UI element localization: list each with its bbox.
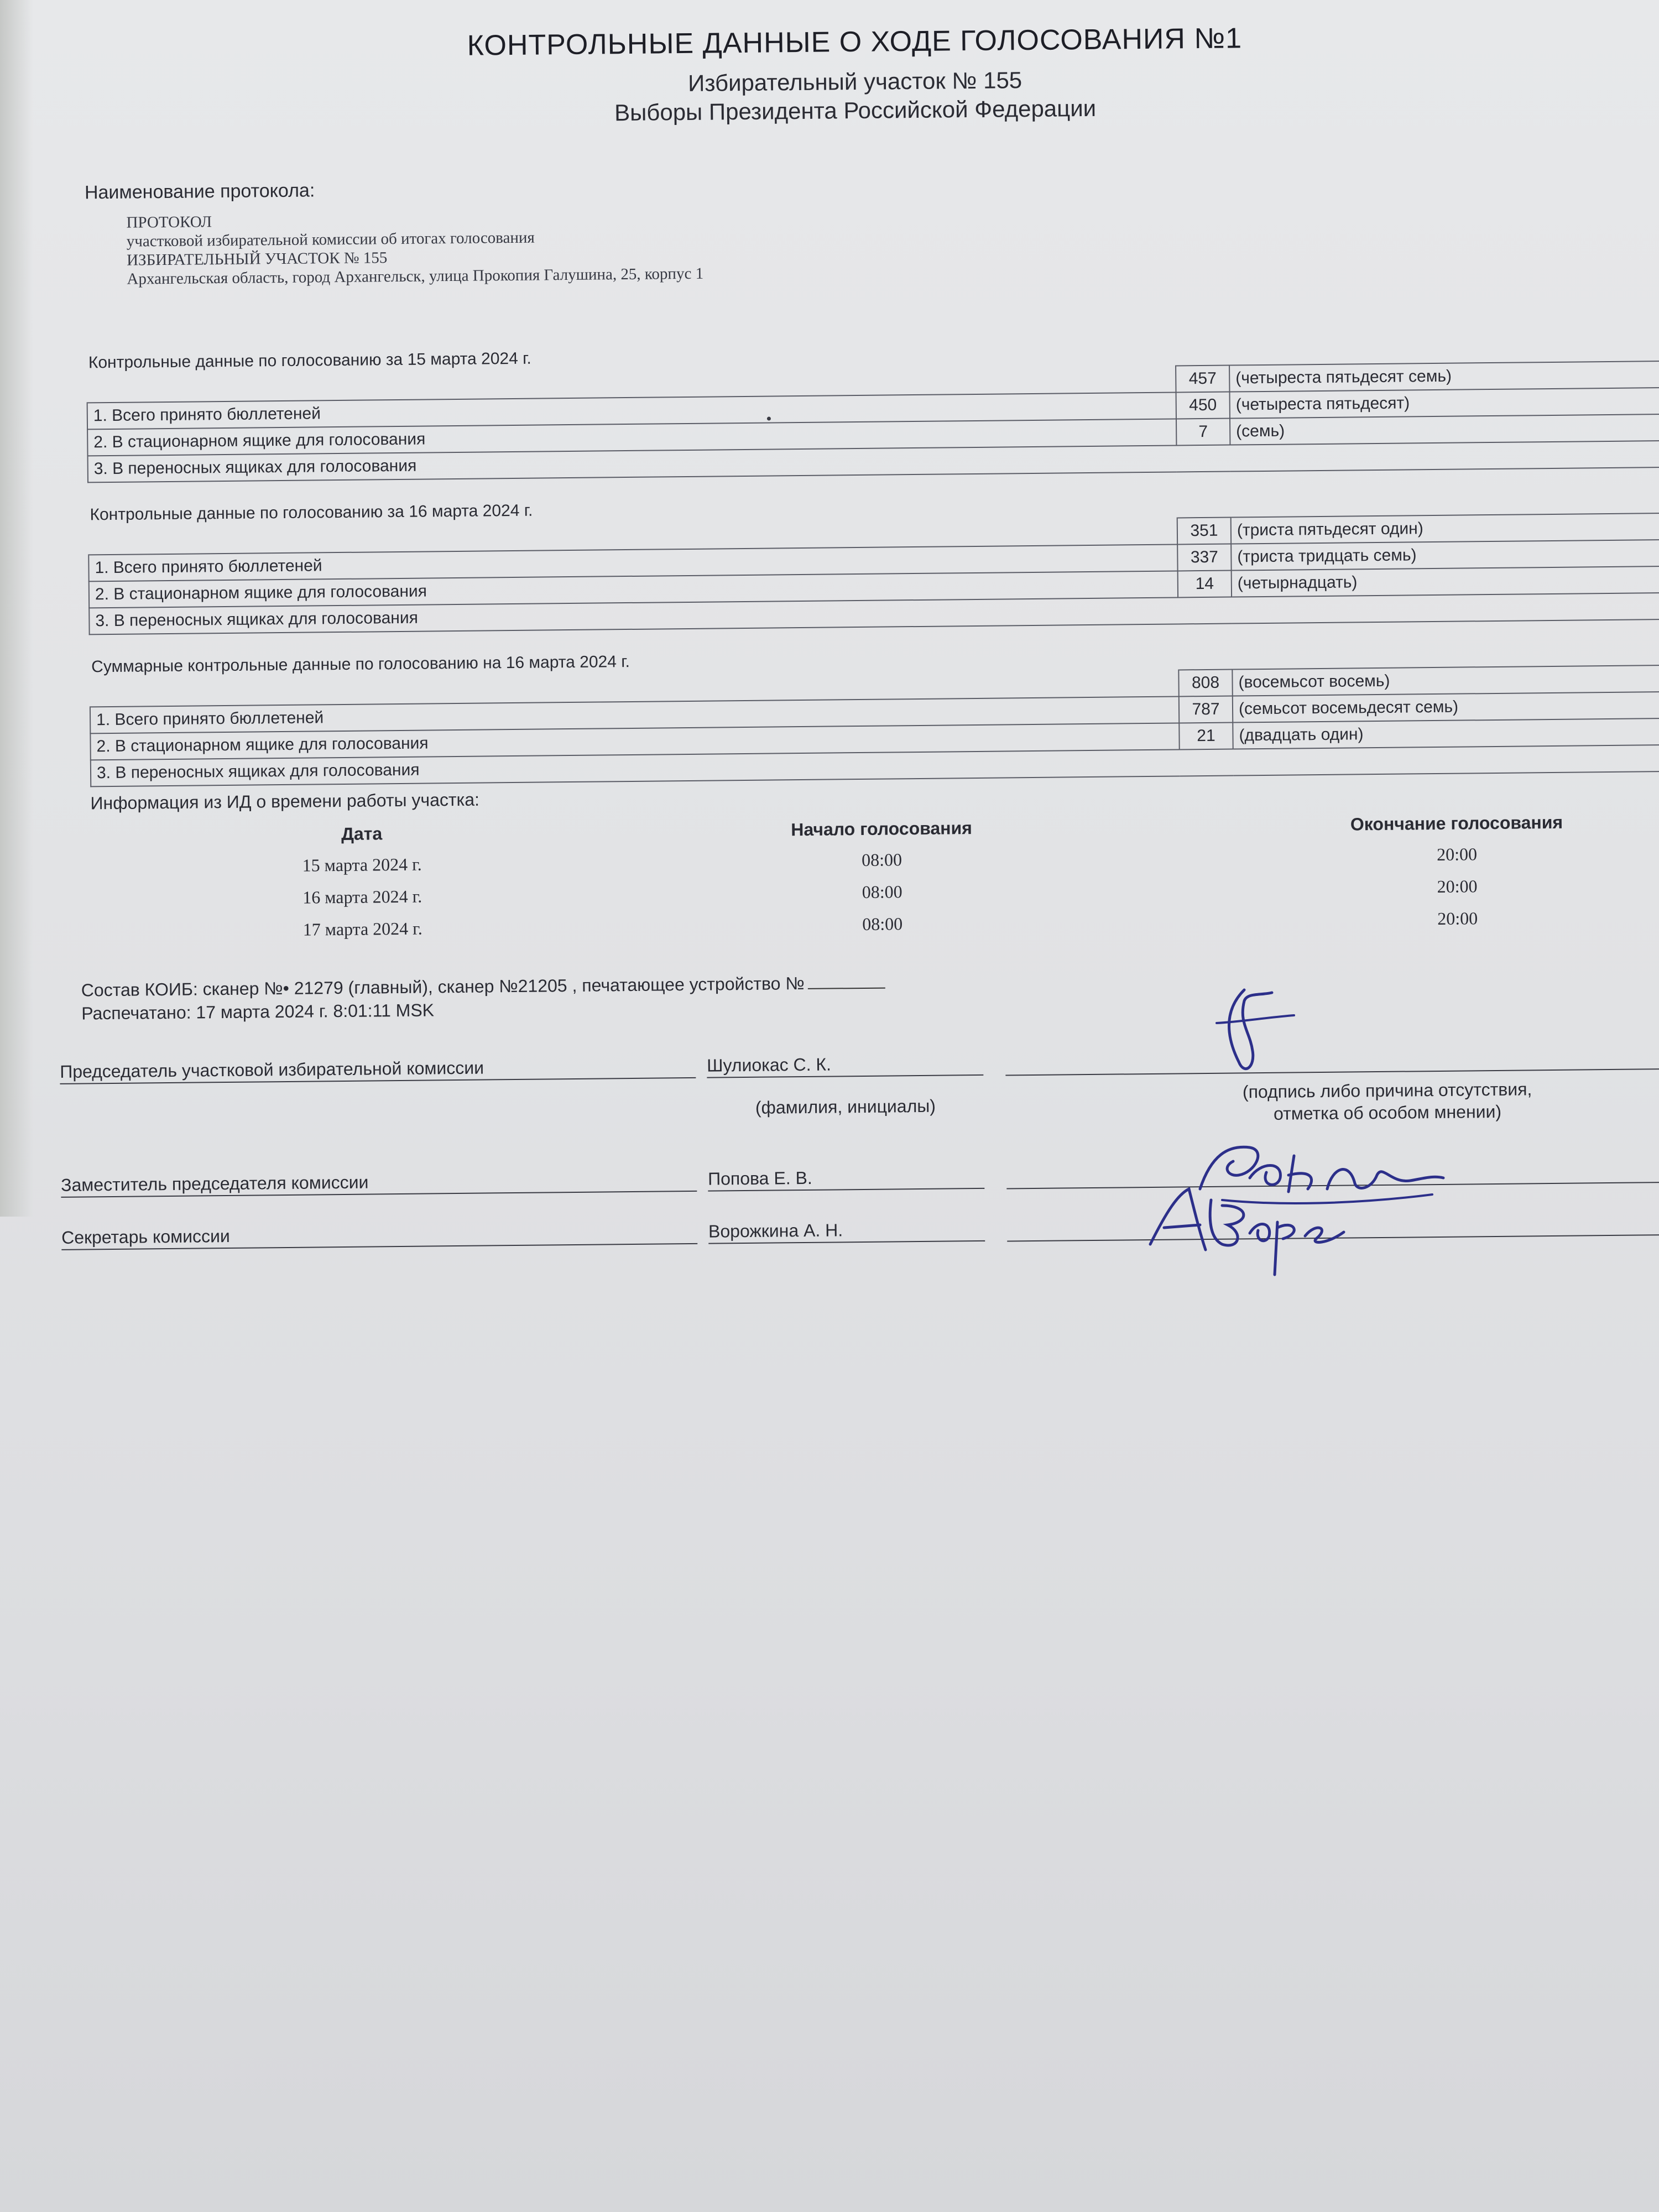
date-value: 16 марта 2024 г. [302,886,422,907]
row-number: 337 [1177,544,1231,571]
start-value: 08:00 [861,849,902,870]
control-data-section-1 [86,338,1659,483]
working-hours-caption: Информация из ИД о времени работы участка: [90,789,480,813]
document-title: КОНТРОЛЬНЫЕ ДАННЫЕ О ХОДЕ ГОЛОСОВАНИЯ №1 [467,22,1243,62]
protocol-lines [126,208,703,289]
section-caption: Контрольные данные по голосованию за 16 марта 2024 г. [90,501,533,524]
ink-speck [767,417,771,421]
district-subtitle: Избирательный участок № 155 [687,67,1022,96]
control-data-table [88,513,1659,635]
protocol-line: Архангельская область, город Архангельск, улица Прокопия Галушина, 25, корпус 1 [127,264,704,288]
document-header [50,18,1659,132]
row-number: 450 [1176,392,1230,419]
row-label: 3. В переносных ящиках для голосования [89,593,1659,634]
signature-hint-line: (подпись либо причина отсутствия, [1242,1079,1532,1102]
row-number: 787 [1179,696,1233,723]
row-words: (семь) [1230,414,1659,445]
secretary-role: Секретарь комиссии [61,1222,697,1250]
protocol-line: ИЗБИРАТЕЛЬНЫЙ УЧАСТОК № 155 [126,249,388,269]
start-value: 08:00 [862,881,902,902]
row-number: 351 [1177,518,1231,545]
blank-line [808,988,885,989]
start-header: Начало голосования [791,818,973,840]
protocol-line: ПРОТОКОЛ [126,213,212,232]
row-number: 14 [1178,571,1232,598]
end-value: 20:00 [1437,908,1478,928]
section-caption: Контрольные данные по голосованию за 15 марта 2024 г. [88,349,531,372]
printed-timestamp: Распечатано: 17 марта 2024 г. 8:01:11 MSK [81,1000,435,1024]
control-data-table [86,361,1659,483]
start-value: 08:00 [862,914,903,934]
start-column [765,818,999,941]
row-words: (двадцать один) [1233,718,1659,749]
row-words: (четыреста пятьдесят) [1230,388,1659,419]
deputy-role: Заместитель председателя комиссии [61,1169,697,1198]
date-value: 15 марта 2024 г. [302,854,422,875]
date-value: 17 марта 2024 г. [302,918,422,940]
signature-hint-line: отметка об особом мнении) [1273,1101,1502,1124]
row-words: (триста пятьдесят один) [1231,513,1659,544]
row-label: 1. Всего принято бюллетеней [87,392,1176,429]
secretary-signature-row [61,1212,1659,1261]
secretary-signature [1139,1167,1349,1277]
control-data-section-2 [87,491,1659,635]
summary-data-section [89,643,1659,787]
row-label: 2. В стационарном ящике для голосования [87,419,1176,456]
row-label: 3. В переносных ящиках для голосования [88,441,1659,482]
row-label: 2. В стационарном ящике для голосования [89,571,1178,608]
row-label: 1. Всего принято бюллетеней [88,544,1177,581]
row-words: (семьсот восемьдесят семь) [1233,692,1659,723]
koib-info [81,971,886,1025]
row-label: 3. В переносных ящиках для голосования [91,745,1659,786]
row-words: (восемьсот восемь) [1232,665,1659,696]
section-caption: Суммарные контрольные данные по голосованию на 16 марта 2024 г. [91,652,630,676]
chair-name: Шулиокас С. К. [707,1053,983,1078]
row-number: 21 [1179,723,1233,750]
control-data-table [89,665,1659,787]
row-number: 7 [1176,419,1230,446]
row-words: (триста тридцать семь) [1231,540,1659,571]
end-value: 20:00 [1437,876,1478,896]
row-label: 2. В стационарном ящике для голосования [90,723,1179,760]
date-column [257,823,468,946]
row-words: (четыреста пятьдесят семь) [1229,361,1659,392]
deputy-name: Попова Е. В. [708,1166,984,1192]
protocol-line: участковой избирательной комиссии об итогах голосования [126,228,535,251]
row-words: (четырнадцать) [1232,566,1659,597]
end-value: 20:00 [1436,844,1478,864]
protocol-name-block [85,176,703,289]
chair-signature [1161,979,1338,1089]
chair-role: Председатель участковой избирательной комиссии [60,1056,696,1084]
row-number: 808 [1178,670,1232,697]
koib-composition-text: Состав КОИБ: сканер №• 21279 (главный), сканер №21205 , печатающее устройство № [81,973,805,1000]
name-hint: (фамилия, инициалы) [755,1095,936,1118]
secretary-name: Ворожкина А. Н. [708,1219,985,1244]
row-label: 1. Всего принято бюллетеней [90,696,1179,733]
election-subtitle: Выборы Президента Российской Федерации [614,95,1097,126]
date-header: Дата [341,823,383,844]
end-column [1318,812,1596,936]
end-header: Окончание голосования [1350,812,1563,834]
row-number: 457 [1176,366,1229,393]
protocol-label: Наименование протокола: [84,180,315,204]
paper-edge-shadow [0,0,33,1217]
